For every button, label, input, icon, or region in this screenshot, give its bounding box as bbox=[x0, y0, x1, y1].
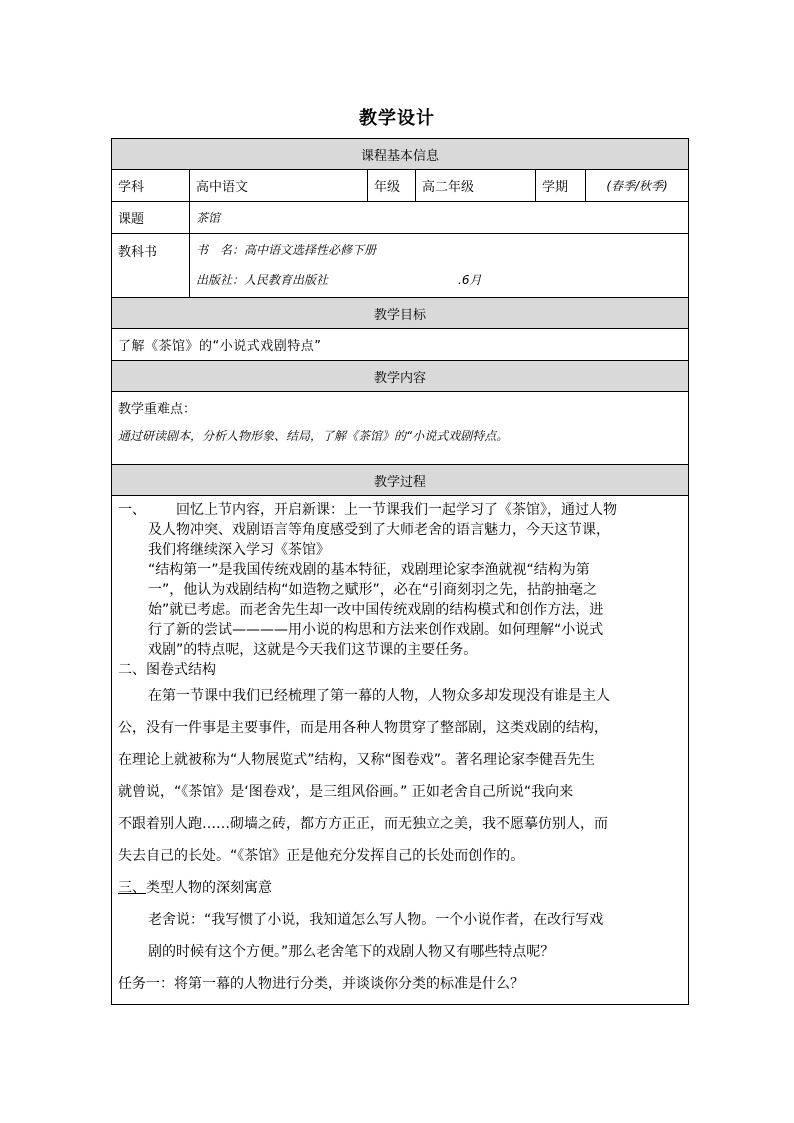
process-p1-line8: 戏剧”的特点呢，这就是今天我们这节课的主要任务。 bbox=[148, 642, 478, 658]
publisher-text: 出版社：人民教育出版社 bbox=[196, 273, 329, 287]
process-p2-line4: 就曾说，“《茶馆》是‘图卷戏’，是三组风俗画。” 正如老舍自己所说“我向来 bbox=[118, 784, 574, 800]
process-p2-line2: 公，没有一件事是主要事件，而是用各种人物贯穿了整部剧，这类戏剧的结构， bbox=[118, 720, 608, 736]
process-p2-line6: 失去自己的长处。“《茶馆》正是他充分发挥自己的长处而创作的。 bbox=[118, 848, 525, 864]
textbook-row bbox=[112, 234, 689, 298]
textbook-details bbox=[190, 234, 689, 298]
process-heading-2: 二、图卷式结构 bbox=[118, 662, 216, 678]
basic-info-header-row bbox=[112, 139, 689, 170]
process-p3-line2: 剧的时候有这个方便。”那么老舍笔下的戏剧人物又有哪些特点呢？ bbox=[148, 944, 555, 960]
subject-label: 学科 bbox=[112, 170, 190, 202]
term-value: (春季/秋季) bbox=[586, 170, 689, 202]
process-p2-line5: 不跟着别人跑……砌墙之砖，都方方正正，而无独立之美，我不愿摹仿别人，而 bbox=[118, 816, 608, 832]
grade-label: 年级 bbox=[368, 170, 416, 202]
process-p1-line4: “结构第一”是我国传统戏剧的基本特征，戏剧理论家李渔就视“结构为第 bbox=[148, 562, 590, 578]
process-p1-line7: 行了新的尝试————用小说的构思和方法来创作戏剧。如何理解“小说式 bbox=[148, 622, 604, 638]
content-cell bbox=[112, 392, 689, 465]
content-header: 教学内容 bbox=[112, 361, 689, 392]
objectives-header-row bbox=[112, 298, 689, 329]
objective-row bbox=[112, 329, 689, 361]
publish-date: .6月 bbox=[458, 273, 482, 287]
process-p2-line1: 在第一节课中我们已经梳理了第一幕的人物，人物众多却发现没有谁是主人 bbox=[148, 688, 610, 704]
lesson-plan-table bbox=[111, 138, 689, 1005]
process-heading-3 bbox=[118, 872, 682, 904]
topic-label: 课题 bbox=[112, 202, 190, 234]
publisher-line bbox=[196, 270, 682, 290]
process-heading-3-text: 类型人物的深刻寓意 bbox=[146, 880, 272, 896]
process-p2-line3: 在理论上就被称为“人物展览式”结构，又称“图卷戏”。著名理论家李健吾先生 bbox=[118, 752, 596, 768]
key-points-label: 教学重难点： bbox=[118, 402, 197, 417]
term-label: 学期 bbox=[536, 170, 586, 202]
subject-value: 高中语文 bbox=[190, 170, 368, 202]
subject-row bbox=[112, 170, 689, 202]
process-p1-num: 一、 bbox=[118, 502, 146, 518]
document-title: 教学设计 bbox=[359, 108, 435, 129]
objectives-header: 教学目标 bbox=[112, 298, 689, 329]
process-task1: 任务一：将第一幕的人物进行分类，并谈谈你分类的标准是什么？ bbox=[118, 976, 524, 992]
textbook-label: 教科书 bbox=[112, 234, 190, 298]
key-points-text: 通过研读剧本，分析人物形象、结局，了解《茶馆》的“小说式戏剧特点。 bbox=[118, 429, 509, 443]
process-p1-line1 bbox=[118, 500, 682, 520]
process-header-row bbox=[112, 465, 689, 496]
objective-text: 了解《茶馆》的“小说式戏剧特点” bbox=[112, 329, 689, 361]
process-p1-line5: 一”，他认为戏剧结构“如造物之赋形”，必在“引商刻羽之先，拈韵抽毫之 bbox=[148, 582, 598, 598]
process-header: 教学过程 bbox=[112, 465, 689, 496]
book-name-line: 书 名：高中语文选择性必修下册 bbox=[196, 243, 377, 257]
process-cell bbox=[112, 496, 689, 1005]
topic-value: 茶馆 bbox=[190, 202, 689, 234]
process-p1-line2: 及人物冲突、戏剧语言等角度感受到了大师老舍的语言魅力，今天这节课， bbox=[148, 522, 610, 538]
process-row bbox=[112, 496, 689, 1005]
content-header-row bbox=[112, 361, 689, 392]
process-heading-3-num: 三、 bbox=[118, 880, 146, 896]
process-p1-text1: 回忆上节内容，开启新课：上一节课我们一起学习了《茶馆》，通过人物 bbox=[176, 502, 617, 518]
content-row bbox=[112, 392, 689, 465]
basic-info-header: 课程基本信息 bbox=[112, 139, 689, 170]
grade-value: 高二年级 bbox=[416, 170, 536, 202]
process-p1-line3: 我们将继续深入学习《茶馆》 bbox=[148, 542, 330, 558]
topic-row bbox=[112, 202, 689, 234]
process-p1-line6: 始”就已考虑。而老舍先生却一改中国传统戏剧的结构模式和创作方法，进 bbox=[148, 602, 604, 618]
process-p3-line1: 老舍说：“我写惯了小说，我知道怎么写人物。一个小说作者，在改行写戏 bbox=[148, 912, 604, 928]
